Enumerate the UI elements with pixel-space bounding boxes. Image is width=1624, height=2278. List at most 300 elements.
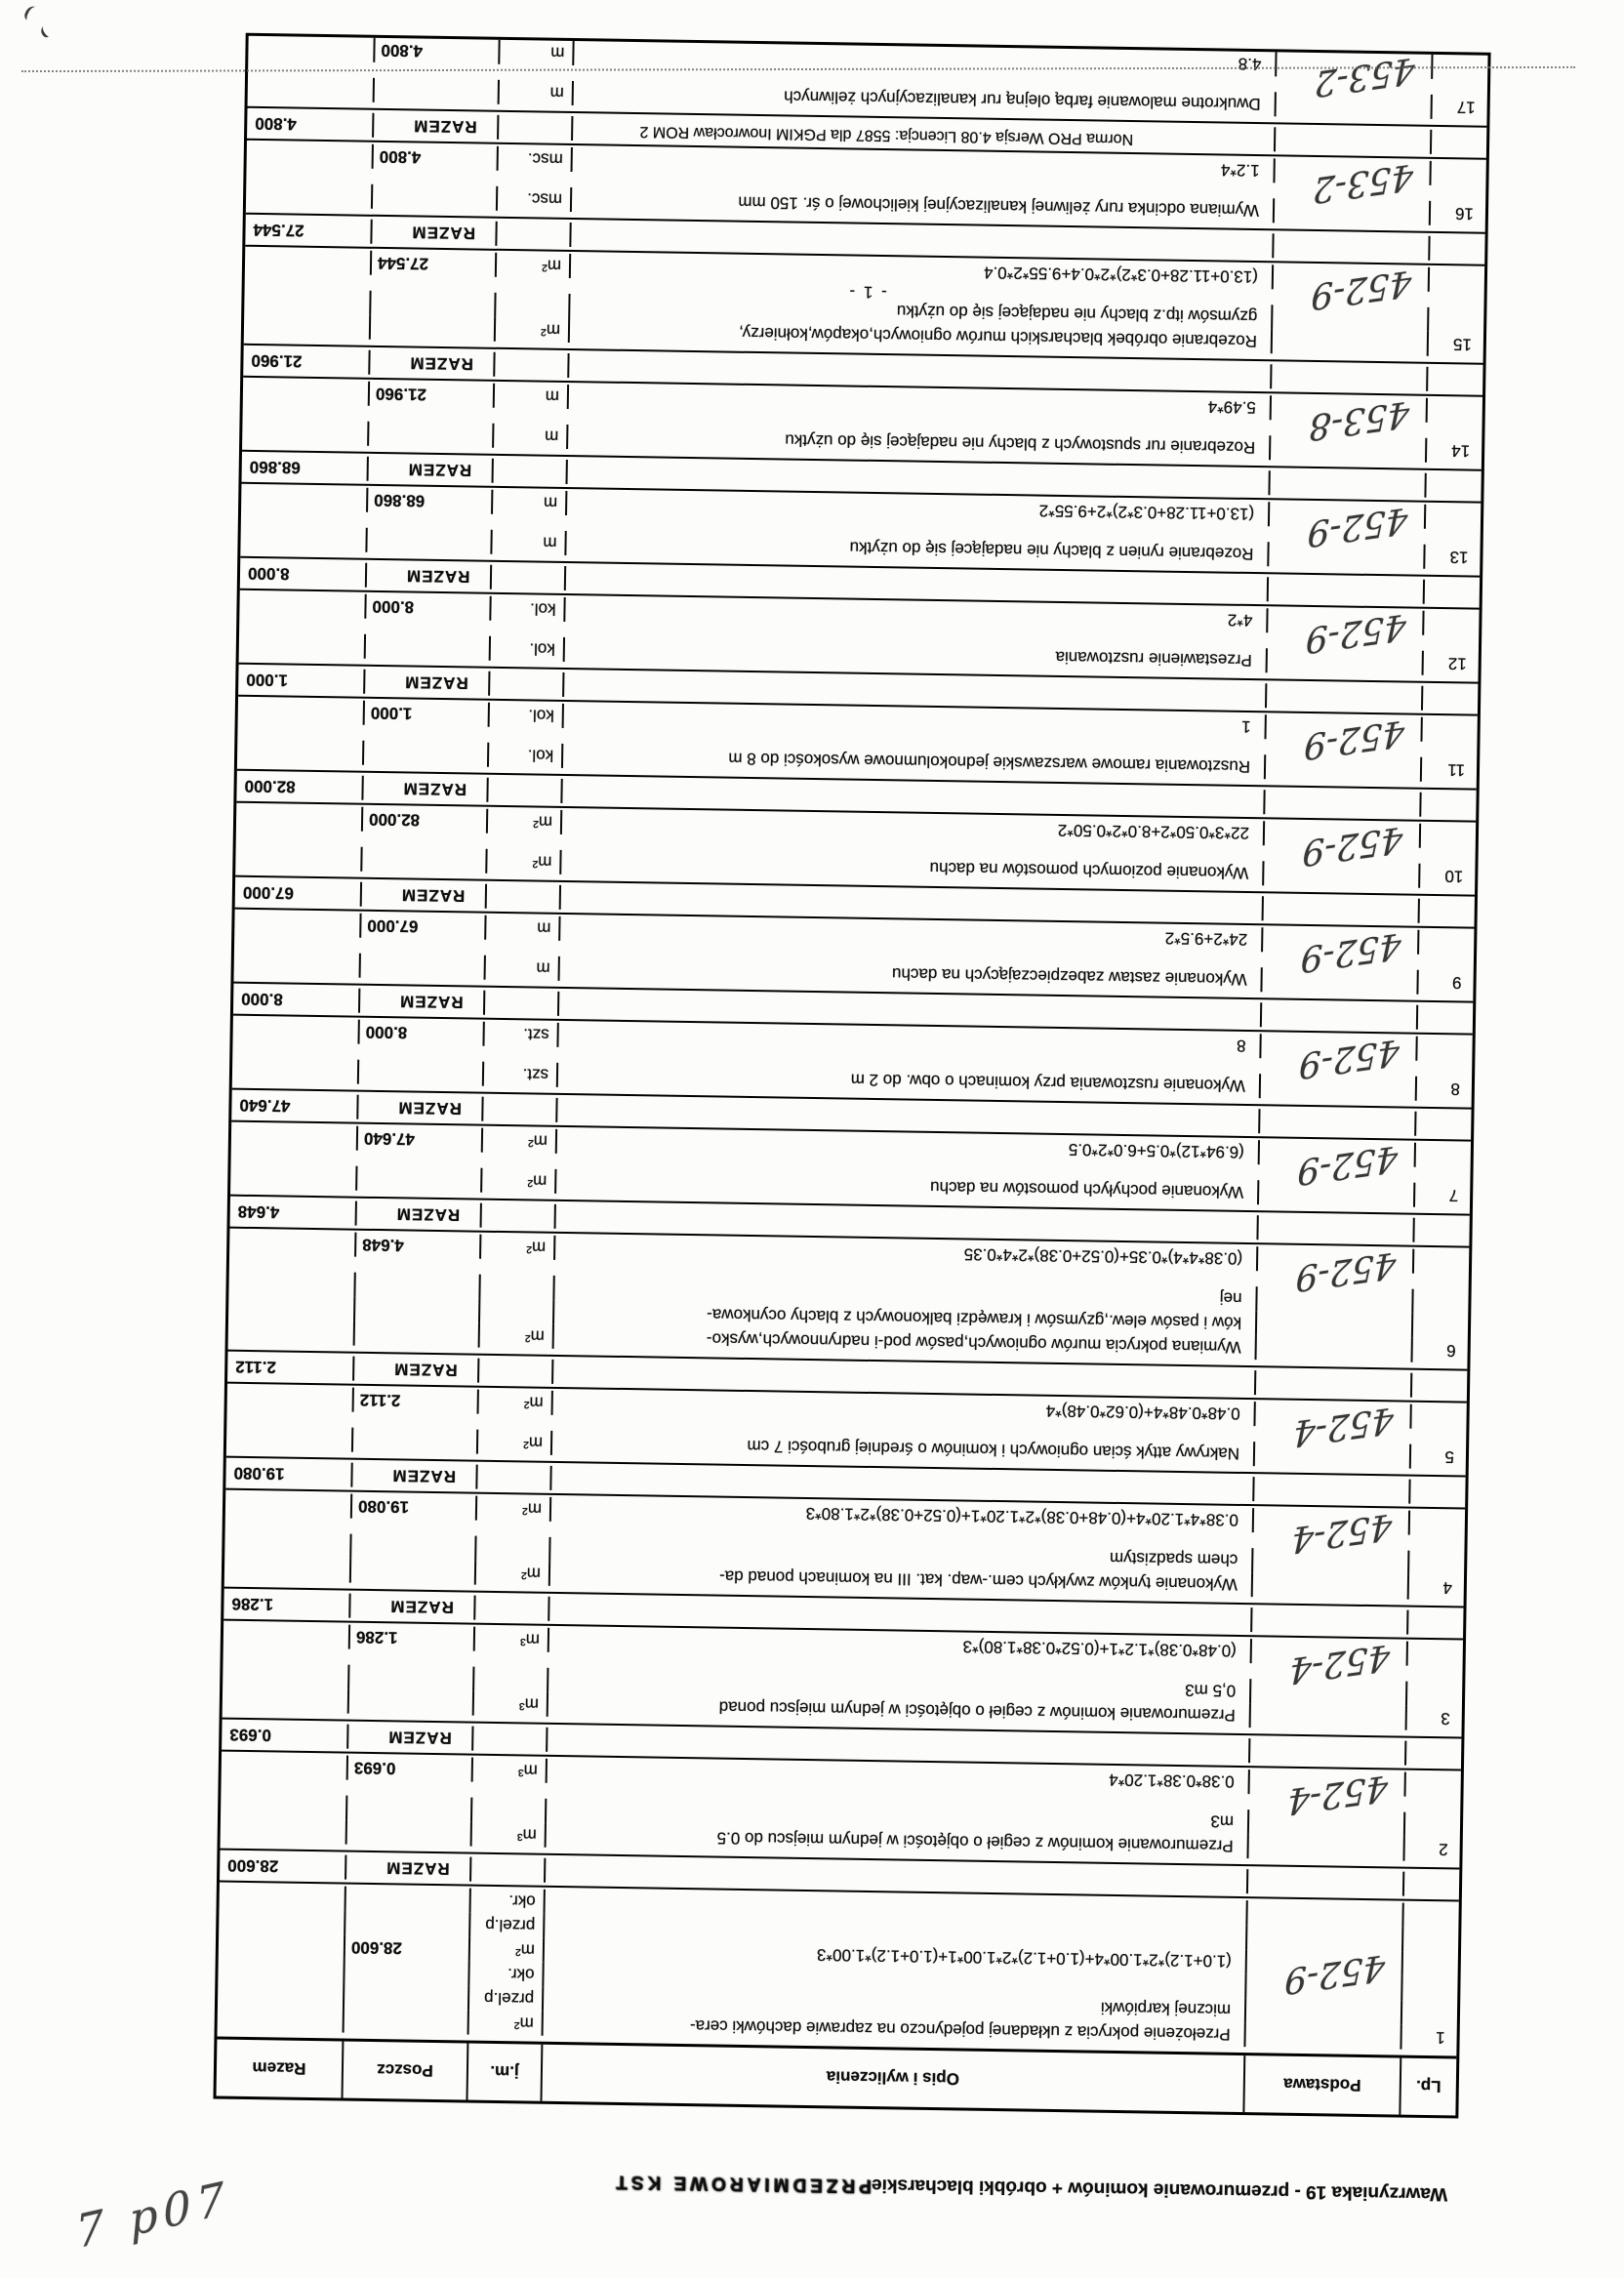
razem-label: RAZEM <box>393 1360 458 1380</box>
cell-razem-label <box>374 113 499 140</box>
cell-unit: kol. <box>491 596 565 622</box>
cell-poszcz-value <box>345 1984 469 2011</box>
cell-description: m3 <box>547 1799 1249 1834</box>
cell-description: Przestawienie rusztowania <box>565 637 1268 672</box>
cell-razem <box>223 1623 350 1649</box>
cell-podstawa <box>1251 1703 1407 1730</box>
cell-podstawa <box>1274 262 1430 317</box>
cell-poszcz-value <box>355 1297 480 1323</box>
cell-calculation: (6.94*12)*0.5+6.0*2*0.5 <box>557 1129 1260 1164</box>
cell-description <box>568 460 1271 495</box>
razem-label: RAZEM <box>409 353 474 374</box>
cell-poszcz-value <box>361 954 486 980</box>
cell-razem <box>238 699 365 725</box>
cell-description <box>548 1728 1250 1763</box>
cell-lp <box>1414 1249 1469 1275</box>
cell-lp <box>1426 505 1481 530</box>
cell-poszcz-value: 1.000 <box>365 701 490 727</box>
cell-poszcz-value: 8.000 <box>366 594 491 621</box>
cell-podstawa <box>1260 1137 1416 1193</box>
cell-poszcz-value <box>364 741 489 767</box>
cell-description <box>546 1858 1248 1893</box>
cell-razem-label <box>352 1463 477 1489</box>
razem-label: RAZEM <box>402 779 467 799</box>
cell-poszcz-value <box>355 1273 480 1299</box>
cell-calculation: 1 <box>564 704 1267 739</box>
cell-razem <box>223 1688 349 1714</box>
cell-poszcz-value: 47.640 <box>358 1126 483 1153</box>
cell-podstawa <box>1274 233 1430 261</box>
handwritten-podstawa: 453-2 <box>1314 49 1416 104</box>
cell-poszcz-value <box>351 1559 476 1585</box>
cell-lp <box>1405 1812 1460 1838</box>
cell-podstawa <box>1277 49 1433 104</box>
cell-lp: 14 <box>1451 441 1471 461</box>
cell-unit <box>490 671 564 697</box>
cell-poszcz-value <box>346 1887 471 1913</box>
cell-poszcz-value: 2.112 <box>354 1388 479 1414</box>
razem-label: RAZEM <box>395 1204 461 1225</box>
cell-podstawa <box>1250 1766 1406 1822</box>
cell-unit: m² <box>497 253 571 278</box>
cell-razem <box>218 1982 345 2009</box>
cell-razem <box>234 912 361 938</box>
razem-label: RAZEM <box>400 885 466 906</box>
cell-unit: m³ <box>475 1627 549 1652</box>
cell-description <box>551 1466 1254 1501</box>
handwritten-podstawa: 452-9 <box>1306 499 1409 554</box>
cell-lp <box>1402 1976 1457 2002</box>
cell-lp <box>1410 1480 1465 1505</box>
cell-poszcz-value: 27.544 <box>372 251 497 277</box>
cell-description <box>549 1597 1252 1632</box>
cell-razem <box>236 805 363 832</box>
cell-razem-total: 0.693 <box>222 1723 348 1749</box>
cell-poszcz-value <box>371 315 496 342</box>
cell-unit <box>473 1727 548 1752</box>
cell-lp: 4 <box>1442 1578 1453 1598</box>
handwritten-podstawa: 452-9 <box>1300 924 1402 980</box>
cell-razem <box>228 1295 355 1322</box>
cell-unit: m² <box>482 1168 556 1194</box>
cell-podstawa <box>1265 790 1421 817</box>
cell-podstawa <box>1269 577 1425 604</box>
cell-razem-total: 2.112 <box>227 1355 354 1381</box>
razem-label: RAZEM <box>405 566 470 587</box>
cell-lp <box>1425 580 1480 605</box>
cell-lp <box>1417 1037 1472 1062</box>
cell-unit: m³ <box>473 1758 548 1783</box>
cell-poszcz-value: 28.600 <box>345 1935 470 1962</box>
item-block <box>230 1088 1472 1214</box>
cell-poszcz-value <box>345 1960 469 1986</box>
cell-unit <box>471 1857 546 1883</box>
cell-razem <box>245 249 372 275</box>
cell-lp: 11 <box>1447 760 1466 780</box>
cell-podstawa <box>1266 712 1422 767</box>
cell-poszcz-value <box>349 1689 474 1716</box>
cell-unit: m² <box>479 1390 553 1415</box>
cell-razem <box>248 76 375 102</box>
cell-calculation: (13.0+11.28+0.3*2)*2+9.55*2 <box>567 491 1270 526</box>
handwritten-podstawa: 452-9 <box>1310 262 1412 317</box>
cell-unit <box>480 1299 554 1324</box>
cell-lp <box>1411 1404 1466 1430</box>
cell-poszcz-value <box>367 528 492 554</box>
cell-description: Przemurowanie kominów z cegieł o objętości w jednym miejscu do 0.5 <box>547 1823 1249 1858</box>
cell-razem <box>227 1386 354 1412</box>
cost-estimate-table <box>213 33 1490 2119</box>
cell-description <box>562 779 1265 814</box>
cell-razem <box>228 1271 355 1297</box>
cell-podstawa <box>1272 392 1428 448</box>
cell-razem-total: 8.000 <box>233 987 360 1013</box>
item-block <box>232 982 1474 1108</box>
cell-calculation: 0.38*0.38*1.20*4 <box>548 1759 1250 1794</box>
cell-podstawa <box>1247 1900 1403 1928</box>
cell-podstawa <box>1252 1607 1408 1635</box>
cell-podstawa <box>1258 1243 1414 1299</box>
cell-podstawa <box>1250 1738 1406 1766</box>
cell-description <box>564 672 1267 708</box>
cell-unit: m² <box>488 809 562 834</box>
cell-unit: kol. <box>491 636 565 662</box>
cell-razem-label <box>358 1095 483 1121</box>
cell-description: Przełożenie pokrycia z układanej pojedynczo na zaprawie dachówki cera- <box>544 2012 1246 2047</box>
handwritten-podstawa: 452-4 <box>1286 1766 1389 1822</box>
cell-unit <box>492 565 566 590</box>
cell-razem-label <box>346 1855 471 1882</box>
cell-podstawa <box>1263 924 1419 980</box>
cell-unit: szt. <box>484 1022 558 1047</box>
cell-unit <box>474 1667 548 1692</box>
cell-lp <box>1402 2001 1457 2026</box>
cell-lp <box>1431 161 1485 186</box>
cell-razem <box>246 183 373 209</box>
cell-razem <box>247 142 374 169</box>
cell-razem-label <box>370 350 495 377</box>
cell-razem <box>237 739 364 765</box>
cell-razem-total: 67.000 <box>235 880 362 907</box>
cell-podstawa <box>1245 2022 1401 2050</box>
cell-lp: 12 <box>1447 654 1467 673</box>
cell-razem-total: 4.800 <box>247 111 374 138</box>
cell-razem <box>226 1426 353 1452</box>
handwritten-podstawa: 452-9 <box>1303 712 1405 767</box>
cell-razem <box>225 1492 352 1519</box>
cell-podstawa <box>1258 1215 1414 1242</box>
razem-label: RAZEM <box>399 992 464 1012</box>
cell-lp <box>1413 1289 1468 1315</box>
cell-razem-total: 47.640 <box>231 1093 358 1119</box>
cell-poszcz-value: 4.800 <box>374 144 499 171</box>
cell-poszcz-value <box>375 78 500 104</box>
cell-razem <box>224 1557 351 1583</box>
cell-poszcz-value: 19.080 <box>352 1494 477 1521</box>
cell-lp <box>1403 1928 1458 1953</box>
page-number: - 1 - <box>847 282 887 303</box>
item-block <box>235 769 1477 895</box>
cell-razem <box>242 420 369 446</box>
item-block <box>237 663 1479 789</box>
cell-lp <box>1403 1952 1458 1977</box>
cell-poszcz-value: 21.960 <box>370 382 495 408</box>
cell-unit: m <box>492 530 566 555</box>
cell-razem <box>234 952 361 978</box>
cell-unit <box>487 884 561 910</box>
cell-unit: m² <box>480 1323 554 1349</box>
cell-unit <box>496 293 570 318</box>
cell-razem <box>243 380 370 406</box>
cell-lp: 6 <box>1446 1341 1456 1361</box>
cell-description: Nakrywy attyk ścian ogniowych i kominów o średniej grubości 7 cm <box>552 1431 1255 1466</box>
cell-razem <box>239 592 366 619</box>
cell-razem <box>219 1933 345 1960</box>
cell-calculation: (1.0+1.2)*2*1.00*4+(1.0+1.2)*2*1.00*1+(1.0+1.2)*1.00*3 <box>545 1938 1247 1973</box>
handwritten-podstawa: 452-9 <box>1301 818 1403 874</box>
cell-poszcz-value <box>359 1060 484 1086</box>
cell-unit: szt. <box>484 1062 558 1087</box>
cell-unit: m² <box>496 317 570 343</box>
cell-unit: okr. <box>471 1889 546 1914</box>
cell-unit <box>497 222 571 247</box>
cell-unit <box>482 1203 556 1229</box>
cell-lp <box>1432 130 1486 155</box>
cell-unit: msc. <box>499 146 573 172</box>
item-block <box>224 1456 1466 1607</box>
cell-description: Wykonanie tynków zwykłych cem.-wap. kat. III na kominach ponad da- <box>550 1562 1253 1597</box>
cell-lp <box>1424 611 1479 636</box>
cell-unit: przel.p <box>470 1913 545 1938</box>
razem-label: RAZEM <box>397 1098 463 1119</box>
cell-description: Wykonanie poziomych pomostów na dachu <box>561 850 1264 885</box>
cell-podstawa <box>1253 1572 1409 1600</box>
cell-description: Rozebranie rur spustowych z blachy nie nadającej się do użytku <box>568 425 1271 460</box>
cell-razem-label <box>357 1201 482 1228</box>
cell-lp: 15 <box>1452 335 1473 354</box>
cell-razem <box>239 632 366 659</box>
cell-description: Rozebranie obróbek blacharskich murów ogniowych,okapów,kołnierzy, <box>570 318 1273 353</box>
cell-razem <box>244 289 371 315</box>
cell-razem-label <box>362 882 487 909</box>
cell-podstawa <box>1247 1945 1403 2002</box>
cell-razem <box>218 1958 345 1984</box>
cell-calculation: 24*2+9.5*2 <box>560 916 1263 952</box>
cell-lp: 17 <box>1456 98 1476 117</box>
cell-unit: kol. <box>490 703 564 728</box>
cell-calculation: (0.48*0.38)*1.2*1+(0.52*0.38*1.80)*3 <box>549 1628 1252 1663</box>
razem-label: RAZEM <box>391 1466 457 1486</box>
razem-label: RAZEM <box>411 223 476 243</box>
cell-lp <box>1416 1143 1471 1168</box>
cell-description: Wymiana pokrycia murów ogniowych,pasów pod-i nadrynnowych,wysko- <box>554 1324 1257 1360</box>
cell-calculation: 22*3*0.50*2+8.0*2*0.50*2 <box>562 810 1265 845</box>
cell-calculation: 0.38*4*1.20*4+(0.48+0.38)*2*1.20*1+(0.52+0.38)*2*1.80*3 <box>551 1497 1254 1532</box>
cell-razem-total: 68.860 <box>242 455 369 481</box>
cell-unit: m² <box>470 1937 545 1963</box>
cell-unit: m² <box>483 1128 557 1154</box>
cell-poszcz-value <box>347 1820 472 1847</box>
handwritten-note: 7 p07 <box>73 2170 233 2259</box>
razem-label: RAZEM <box>386 1858 450 1879</box>
cell-razem <box>223 1663 349 1689</box>
cell-description <box>553 1360 1256 1395</box>
cell-poszcz-value: 0.693 <box>348 1756 473 1782</box>
cell-description: Wykonanie rusztowania przy kominach o obw. do 2 m <box>558 1063 1261 1098</box>
cell-razem <box>232 1058 359 1084</box>
cell-description: Wymiana odcinka rury żeliwnej kanalizacyjnej kielichowej o śr. 150 mm <box>572 187 1275 223</box>
cell-lp <box>1429 307 1483 333</box>
cell-unit <box>472 1798 547 1823</box>
document-title-overprint: PRZEDMIAROWE KST <box>612 2171 873 2197</box>
cell-podstawa <box>1246 1998 1402 2025</box>
cell-lp: 8 <box>1450 1079 1461 1099</box>
cell-unit: m³ <box>472 1822 547 1848</box>
cell-lp: 3 <box>1441 1709 1450 1729</box>
cell-lp <box>1419 930 1474 956</box>
item-block <box>233 875 1475 1001</box>
cell-razem <box>220 1885 346 1911</box>
cell-description <box>566 566 1269 601</box>
item-block <box>226 1350 1468 1476</box>
cell-lp <box>1426 473 1481 499</box>
footer-license-line: Norma PRO Wersja 4.08 Licencja: 5587 dla PGKIM Inowrocław ROM 2 <box>639 123 1134 148</box>
document-title <box>179 2155 1447 2204</box>
cell-podstawa <box>1255 1398 1411 1454</box>
header-lp: Lp. <box>1415 2077 1441 2096</box>
cell-unit: m² <box>481 1235 555 1260</box>
cell-unit <box>477 1465 551 1490</box>
cell-lp <box>1407 1682 1462 1707</box>
cell-unit: m³ <box>474 1691 548 1717</box>
cell-poszcz-value <box>355 1322 480 1348</box>
cell-unit <box>494 459 568 484</box>
cell-lp <box>1403 1903 1458 1929</box>
cell-razem-label <box>367 563 492 590</box>
cell-lp <box>1414 1218 1469 1243</box>
cell-poszcz-value <box>366 634 491 661</box>
cell-razem-total: 82.000 <box>236 774 363 800</box>
cell-razem <box>244 313 371 340</box>
cell-unit <box>499 115 573 141</box>
cell-razem-label <box>354 1357 479 1383</box>
cell-unit: przel.p <box>469 1986 544 2012</box>
cell-poszcz-value <box>345 1911 470 1937</box>
handwritten-podstawa: 452-9 <box>1296 1137 1399 1193</box>
cell-podstawa <box>1257 1335 1413 1363</box>
cell-lp <box>1409 1551 1464 1576</box>
cell-description: ków i pasów elew.,gzymsów i krawędzi balkonowych z blachy ocynkowa- <box>554 1300 1257 1335</box>
handwritten-podstawa: 452-9 <box>1294 1243 1398 1299</box>
document-title-text: Wawrzyniaka 19 - przemurowanie kominów + obróbki blacharskie <box>871 2175 1448 2205</box>
cell-poszcz-value <box>351 1534 476 1561</box>
cell-razem-total: 4.648 <box>230 1200 357 1226</box>
cell-poszcz-value <box>362 847 487 874</box>
cell-poszcz-value: 82.000 <box>363 807 488 834</box>
cell-lp <box>1430 267 1484 293</box>
cell-poszcz-value: 1.286 <box>350 1625 475 1651</box>
cell-podstawa <box>1264 896 1420 923</box>
cell-lp: 5 <box>1444 1447 1455 1467</box>
cell-lp <box>1420 899 1475 924</box>
cell-unit: m <box>500 80 574 105</box>
cell-description: Wykonanie zastaw zabezpieczających na dachu <box>560 956 1263 992</box>
cell-unit <box>480 1275 554 1300</box>
handwritten-podstawa: 452-4 <box>1292 1398 1395 1454</box>
cell-lp: 9 <box>1451 973 1462 993</box>
cell-unit: m² <box>476 1561 550 1586</box>
cell-unit <box>475 1596 549 1621</box>
cell-unit: m <box>493 490 567 515</box>
cell-lp <box>1421 793 1476 818</box>
cell-lp <box>1428 367 1482 392</box>
cell-lp <box>1406 1741 1461 1767</box>
cell-razem <box>221 1794 347 1820</box>
cell-podstawa <box>1254 1504 1410 1561</box>
header-jm: j.m. <box>467 2044 543 2101</box>
cell-razem-total: 1.286 <box>223 1592 350 1618</box>
cell-description <box>571 223 1274 258</box>
cell-razem-label <box>363 776 488 802</box>
handwritten-podstawa: 452-9 <box>1283 1945 1386 2002</box>
cell-calculation: 1.2*4 <box>573 147 1276 183</box>
cell-poszcz-value <box>345 2009 469 2035</box>
cell-razem <box>221 1818 347 1845</box>
cell-lp <box>1418 1005 1473 1031</box>
cell-lp: 7 <box>1448 1186 1459 1205</box>
cell-poszcz-value <box>347 1796 472 1822</box>
cell-razem-total: 8.000 <box>240 561 367 588</box>
cell-calculation: 4*2 <box>565 597 1268 632</box>
razem-label: RAZEM <box>407 460 472 480</box>
cell-unit: m <box>486 915 560 941</box>
cell-lp <box>1410 1511 1465 1536</box>
cell-lp <box>1408 1642 1463 1667</box>
cell-poszcz-value <box>353 1428 478 1454</box>
cell-razem-label <box>365 670 490 696</box>
cell-lp <box>1413 1314 1468 1339</box>
cell-podstawa <box>1260 1109 1416 1136</box>
cell-unit: m <box>500 40 574 65</box>
cell-description: 0,5 m3 <box>548 1668 1251 1703</box>
cell-lp <box>1422 717 1477 743</box>
handwritten-podstawa: 452-4 <box>1288 1635 1391 1691</box>
item-block <box>217 1849 1459 2056</box>
cell-unit: m² <box>477 1496 551 1522</box>
cell-description: Przemurowanie kominów z cegieł o objętości w jednym miejscu ponad <box>548 1692 1251 1728</box>
cell-unit: m <box>494 424 568 449</box>
cell-poszcz-value <box>369 422 494 448</box>
header-razem: Razem <box>217 2040 345 2098</box>
cell-unit <box>483 1097 557 1122</box>
cell-lp <box>1428 398 1482 424</box>
item-block <box>239 556 1481 682</box>
handwritten-podstawa: 453-2 <box>1312 155 1414 211</box>
cell-description: micznej karpiówki <box>544 1987 1246 2022</box>
cell-lp <box>1430 236 1484 262</box>
cell-lp: 1 <box>1435 2028 1445 2048</box>
cell-lp <box>1408 1610 1463 1636</box>
cell-podstawa <box>1270 470 1426 498</box>
cell-description: nej <box>554 1276 1257 1311</box>
cell-razem-label <box>369 457 494 483</box>
cell-description <box>557 1098 1260 1133</box>
item-block <box>221 1718 1462 1868</box>
cell-calculation: 8 <box>558 1023 1261 1058</box>
cell-calculation: 0.48*0.48*4+(0.62*0.48)*4 <box>553 1391 1256 1426</box>
cell-podstawa <box>1252 1635 1408 1691</box>
cell-description <box>569 353 1272 388</box>
